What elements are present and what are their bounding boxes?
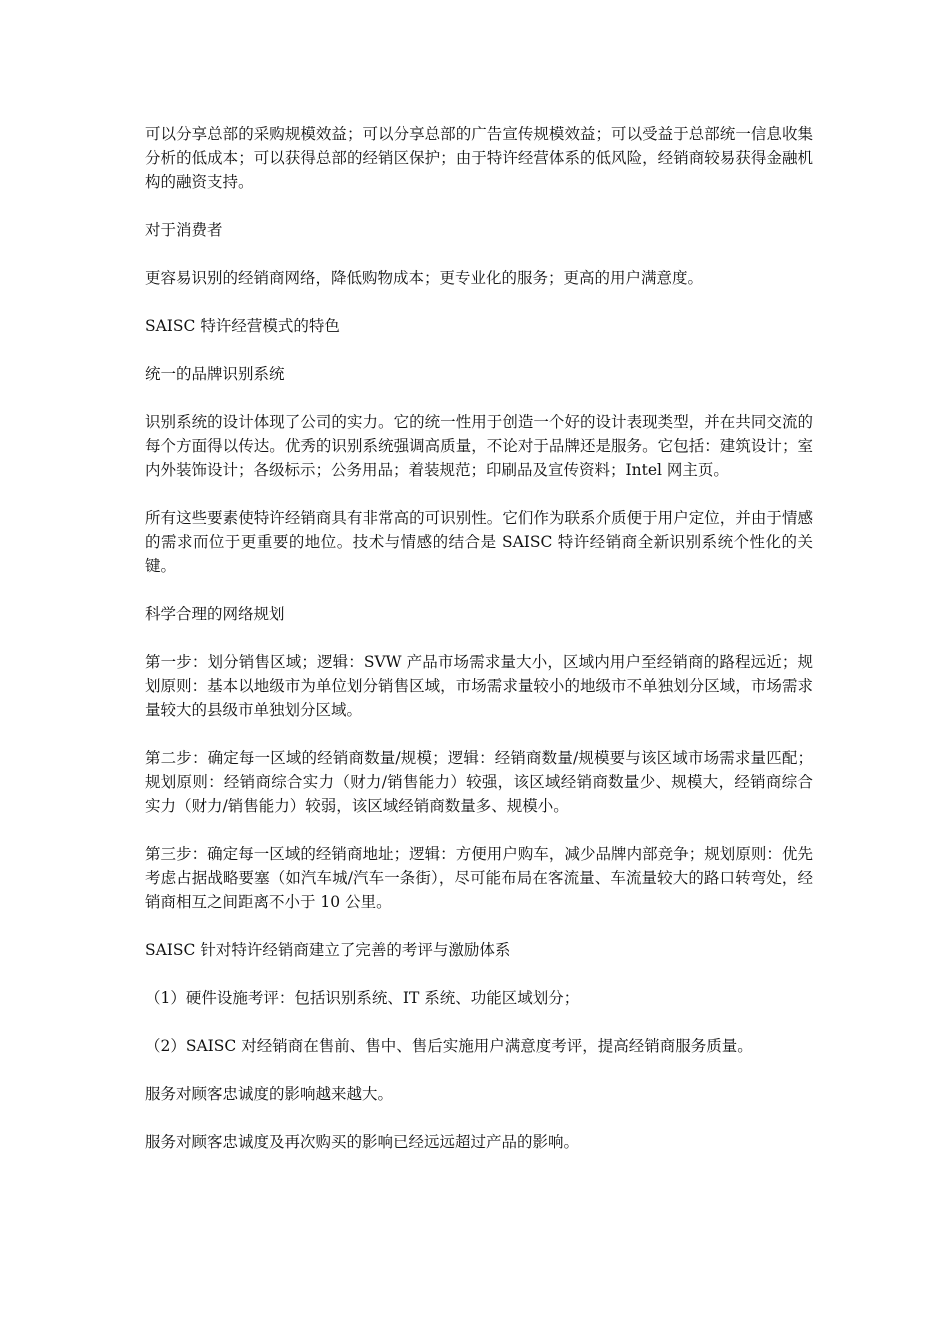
list-item-satisfaction-evaluation: （2）SAISC 对经销商在售前、售中、售后实施用户满意度考评，提高经销商服务质量。 <box>145 1037 753 1055</box>
heading-network-planning: 科学合理的网络规划 <box>145 605 285 623</box>
paragraph-identity-elements: 所有这些要素使特许经销商具有非常高的可识别性。它们作为联系介质便于用户定位，并由于情感的需求而位于更重要的地位。技术与情感的结合是 SAISC 特许经销商全新识别系统个性化的关键。 <box>145 509 813 575</box>
heading-brand-identity: 统一的品牌识别系统 <box>145 365 285 383</box>
list-item-hardware-evaluation: （1）硬件设施考评：包括识别系统、IT 系统、功能区域划分； <box>145 989 580 1007</box>
paragraph-identity-system: 识别系统的设计体现了公司的实力。它的统一性用于创造一个好的设计表现类型，并在共同交流的每个方面得以传达。优秀的识别系统强调高质量，不论对于品牌还是服务。它包括：建筑设计；室内外装饰设计；各级标示；公务用品；着装规范；印刷品及宣传资料；Intel 网主页。 <box>145 413 813 479</box>
heading-for-consumers: 对于消费者 <box>145 221 223 239</box>
paragraph-step-one: 第一步：划分销售区域；逻辑：SVW 产品市场需求量大小，区域内用户至经销商的路程远近；规划原则：基本以地级市为单位划分销售区域，市场需求量较小的地级市不单独划分区域，市场需求量较大的县级市单独划分区域。 <box>145 653 813 719</box>
document-body <box>145 122 813 1178</box>
paragraph-step-two: 第二步：确定每一区域的经销商数量/规模；逻辑：经销商数量/规模要与该区域市场需求量匹配；规划原则：经销商综合实力（财力/销售能力）较强，该区域经销商数量少、规模大，经销商综合实力（财力/销售能力）较弱，该区域经销商数量多、规模小。 <box>145 749 813 815</box>
heading-evaluation-system: SAISC 针对特许经销商建立了完善的考评与激励体系 <box>145 941 511 959</box>
heading-saisc-features: SAISC 特许经营模式的特色 <box>145 317 340 335</box>
paragraph-dealer-benefits: 可以分享总部的采购规模效益；可以分享总部的广告宣传规模效益；可以受益于总部统一信息收集分析的低成本；可以获得总部的经销区保护；由于特许经营体系的低风险，经销商较易获得金融机构的融资支持。 <box>145 125 813 191</box>
paragraph-service-loyalty: 服务对顾客忠诚度的影响越来越大。 <box>145 1085 394 1103</box>
paragraph-step-three: 第三步：确定每一区域的经销商地址；逻辑：方便用户购车，减少品牌内部竞争；规划原则：优先考虑占据战略要塞（如汽车城/汽车一条街），尽可能布局在客流量、车流量较大的路口转弯处，经销商相互之间距离不小于 10 公里。 <box>145 845 813 911</box>
paragraph-consumer-benefits: 更容易识别的经销商网络，降低购物成本；更专业化的服务；更高的用户满意度。 <box>145 269 704 287</box>
paragraph-service-repurchase: 服务对顾客忠诚度及再次购买的影响已经远远超过产品的影响。 <box>145 1133 580 1151</box>
